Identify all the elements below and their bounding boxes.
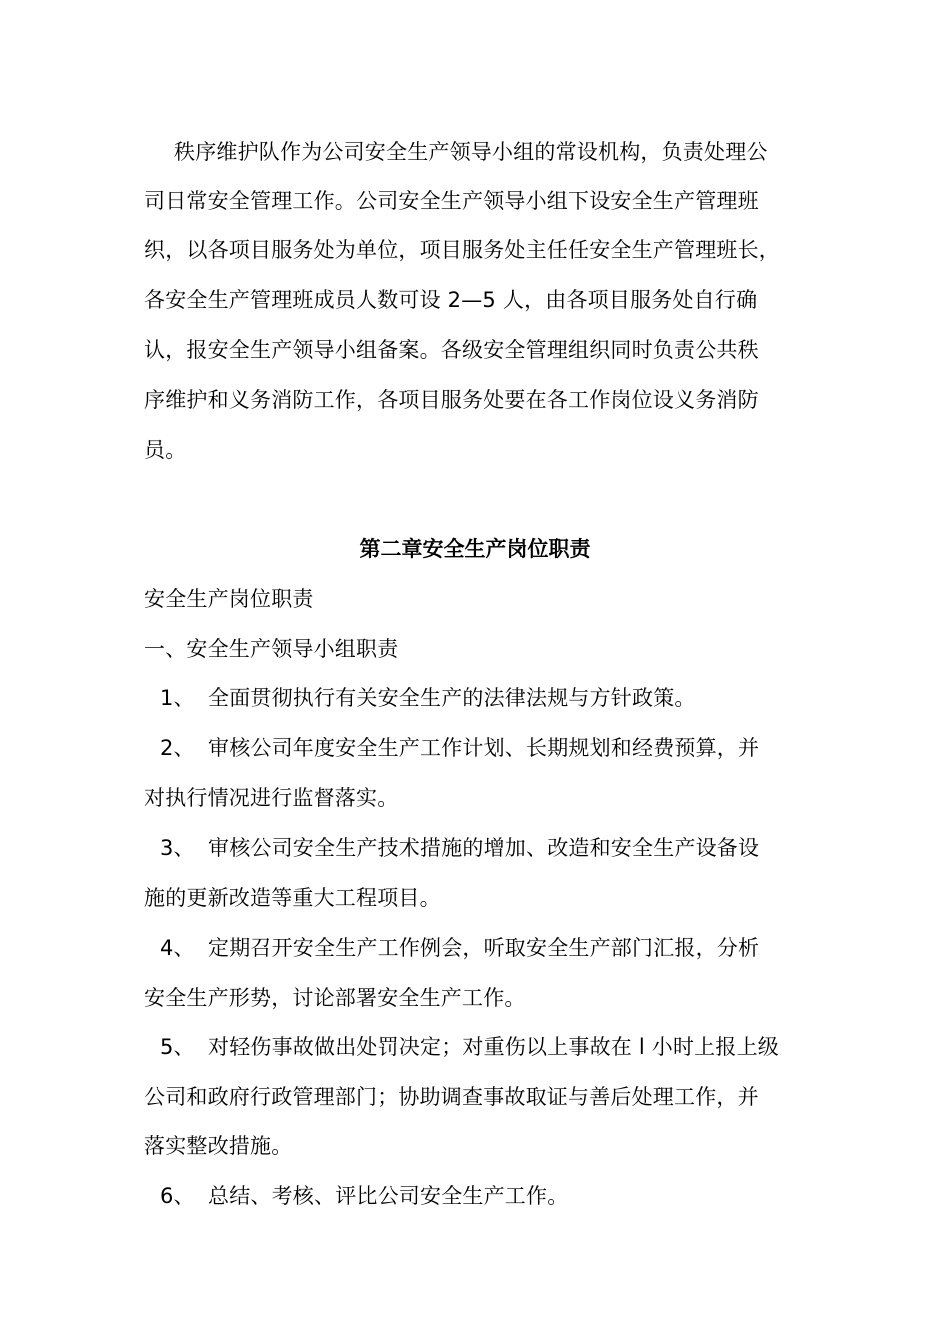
- list-item-continuation: 公司和政府行政管理部门；协助调查事故取证与善后处理工作，并: [144, 1085, 759, 1109]
- list-item-number: 5、: [160, 1035, 195, 1059]
- list-item-number: 4、: [160, 936, 195, 960]
- intro-paragraph-line: 员。: [144, 438, 187, 462]
- list-item: [160, 933, 759, 963]
- list-item-number: 2、: [160, 736, 195, 760]
- list-item-number: 6、: [160, 1184, 195, 1208]
- intro-paragraph-line: 司日常安全管理工作。公司安全生产领导小组下设安全生产管理班: [144, 189, 759, 213]
- list-item-continuation: 落实整改措施。: [144, 1134, 293, 1158]
- intro-paragraph-line: 织，以各项目服务处为单位，项目服务处主任任安全生产管理班长，: [144, 238, 780, 262]
- list-item-text: 审核公司年度安全生产工作计划、长期规划和经费预算，并: [208, 736, 760, 760]
- list-item-text: 对轻伤事故做出处罚决定；对重伤以上事故在 l 小时上报上级: [208, 1035, 779, 1059]
- list-item-text: 定期召开安全生产工作例会，听取安全生产部门汇报，分析: [208, 936, 760, 960]
- list-item-continuation: 对执行情况进行监督落实。: [144, 786, 399, 810]
- list-item-continuation: 施的更新改造等重大工程项目。: [144, 886, 441, 910]
- list-item: [160, 833, 759, 863]
- list-item-text: 总结、考核、评比公司安全生产工作。: [208, 1184, 569, 1208]
- list-item-text: 审核公司安全生产技术措施的增加、改造和安全生产设备设: [208, 836, 760, 860]
- list-item-text: 全面贯彻执行有关安全生产的法律法规与方针政策。: [208, 686, 696, 710]
- intro-paragraph-line: 各安全生产管理班成员人数可设 2—5 人，由各项目服务处自行确: [144, 288, 758, 312]
- intro-paragraph-line: 序维护和义务消防工作，各项目服务处要在各工作岗位设义务消防: [144, 388, 759, 412]
- intro-paragraph-line: 认，报安全生产领导小组备案。各级安全管理组织同时负责公共秩: [144, 338, 759, 362]
- list-item-number: 1、: [160, 686, 195, 710]
- section-title: 安全生产岗位职责: [144, 587, 314, 611]
- list-item: [160, 683, 696, 713]
- list-item-continuation: 安全生产形势，讨论部署安全生产工作。: [144, 986, 526, 1010]
- list-item: [160, 1181, 568, 1211]
- subsection-title: 一、安全生产领导小组职责: [144, 637, 399, 661]
- chapter-title: 第二章安全生产岗位职责: [359, 537, 591, 561]
- list-item-number: 3、: [160, 836, 195, 860]
- intro-paragraph-line: 秩序维护队作为公司安全生产领导小组的常设机构，负责处理公: [174, 140, 768, 164]
- list-item: [160, 1032, 779, 1062]
- list-item: [160, 733, 759, 763]
